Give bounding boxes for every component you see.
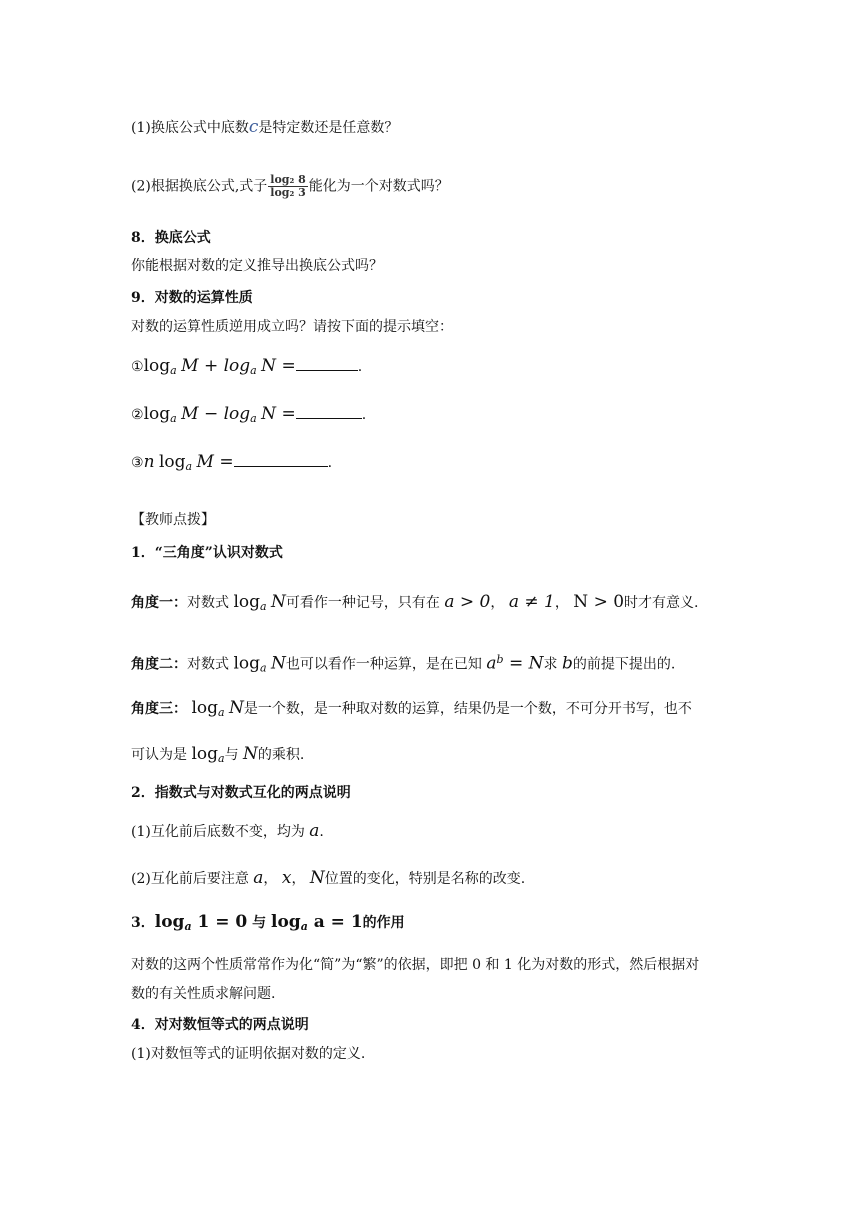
point-3-number: 3． [131, 915, 155, 931]
log-base: a [184, 920, 192, 933]
formula-2-end: N = [261, 404, 296, 424]
angle-1 [131, 592, 699, 617]
teacher-heading: 【教师点拨】 [131, 512, 215, 528]
section-8-body: 你能根据对数的定义推导出换底公式吗？ [131, 258, 383, 274]
angle-2-mid2: 求 [543, 656, 562, 673]
log-base: a [170, 364, 177, 377]
angle-2-tail: 的前提下提出的. [572, 656, 676, 673]
condition-2: a ≠ 1 [508, 592, 555, 612]
log-text: log [143, 356, 171, 376]
log-text: log [233, 653, 261, 674]
log-text: log [158, 452, 186, 472]
question-1-tail: 是特定数还是任意数？ [258, 120, 399, 136]
answer-blank-3[interactable] [234, 453, 328, 467]
log-base: a [250, 412, 257, 425]
point-3-tail: 的作用 [362, 915, 405, 931]
angle-1-text: 对数式 [187, 595, 234, 611]
log-base: a [260, 600, 267, 613]
log-base: a [250, 364, 257, 377]
answer-blank-1[interactable] [296, 357, 358, 371]
var-a: a [253, 868, 264, 888]
condition-1: a > 0 [444, 592, 491, 612]
condition-3: N > 0 [573, 592, 625, 612]
circled-2: ② [131, 407, 144, 423]
log-text: log [191, 744, 219, 764]
point-3-para-1: 对数的这两个性质常常作为化“简”为“繁”的依据，即把 0 和 1 化为对数的形式，然后根据对 [131, 957, 700, 973]
angle-3-continued [131, 744, 304, 769]
point-2-item-2-tail: 位置的变化，特别是名称的改变. [324, 871, 526, 887]
point-4-item-1: (1)对数恒等式的证明依据对数的定义. [131, 1046, 366, 1062]
section-9-title: 9．对数的运算性质 [131, 290, 253, 306]
angle-3-text: 是一个数，是一种取对数的运算，结果仍是一个数，不可分开书写，也不 [243, 701, 692, 717]
var-N: N [271, 653, 286, 674]
log-text: log [271, 912, 301, 932]
angle-2-text: 对数式 [187, 656, 234, 673]
log-base: a [300, 920, 308, 933]
question-2-text: (2)根据换底公式,式子 [131, 178, 268, 195]
point-2-item-2: (2)互化前后要注意 a， x， N位置的变化，特别是名称的改变. [131, 868, 526, 888]
fraction [268, 174, 308, 199]
var-N: N [271, 592, 286, 612]
period: . [319, 824, 324, 840]
fraction-denominator: log₂ 3 [270, 186, 306, 199]
angle-2-label: 角度二： [131, 656, 187, 673]
log-text: log [154, 912, 185, 932]
formula-1-mid: M + log [181, 356, 251, 376]
separator: ， [490, 595, 509, 611]
question-1 [131, 117, 398, 138]
angle-3-cont-tail: 的乘积. [257, 747, 305, 763]
fraction-numerator: log₂ 8 [270, 173, 306, 186]
var-a: a [309, 821, 320, 841]
log-text: log [191, 698, 219, 718]
equals-N: = N [503, 653, 544, 674]
teacher-point-1-title: 1．“三角度”认识对数式 [131, 545, 283, 561]
log-base: a [185, 460, 193, 473]
angle-2-mid: 也可以看作一种运算，是在已知 [285, 656, 487, 673]
log-base: a [170, 412, 177, 425]
question-2 [131, 174, 449, 199]
var-N: N [309, 868, 325, 888]
identity-2: a = 1 [307, 912, 363, 932]
var-N: N [243, 744, 258, 764]
point-3-para-2: 数的有关性质求解问题. [131, 986, 276, 1002]
teacher-point-2-title: 2．指数式与对数式互化的两点说明 [131, 785, 351, 801]
point-2-item-2-text: (2)互化前后要注意 [131, 871, 254, 887]
formula-3 [131, 452, 332, 477]
log-base: a [260, 661, 267, 675]
identity-1: 1 = 0 [191, 912, 248, 932]
log-base: a [218, 752, 225, 765]
var-n: n [143, 452, 155, 472]
formula-2 [131, 404, 366, 429]
angle-3-cont-mid: 与 [224, 747, 244, 763]
formula-1 [131, 356, 362, 381]
var-a: a [486, 653, 497, 674]
formula-1-end: N = [261, 356, 296, 376]
angle-3 [131, 698, 692, 723]
angle-1-mid: 可看作一种记号，只有在 [285, 595, 445, 611]
var-N: N [229, 698, 244, 718]
question-2-tail: 能化为一个对数式吗？ [308, 178, 449, 195]
period: . [361, 407, 367, 423]
angle-2 [131, 650, 675, 679]
section-8-title: 8．换底公式 [131, 230, 211, 246]
circled-1: ① [131, 359, 144, 375]
period: . [327, 455, 333, 471]
point-2-item-1-text: (1)互化前后底数不变，均为 [131, 824, 310, 840]
point-2-item-1 [131, 821, 324, 842]
angle-1-label: 角度一： [131, 595, 187, 611]
teacher-point-3-title [131, 912, 405, 937]
section-9-body: 对数的运算性质逆用成立吗？请按下面的提示填空： [131, 319, 453, 335]
log-text: log [233, 592, 261, 612]
question-1-text: (1)换底公式中底数 [131, 120, 249, 136]
var-b: b [561, 653, 573, 674]
circled-3: ③ [131, 455, 144, 471]
angle-1-tail: 时才有意义. [624, 595, 699, 611]
exponent-b: b [496, 653, 504, 666]
var-c: c [248, 117, 259, 137]
conjunction: 与 [247, 915, 271, 931]
formula-2-mid: M − log [181, 404, 251, 424]
answer-blank-2[interactable] [296, 405, 362, 419]
formula-3-end: M = [196, 452, 234, 472]
log-text: log [143, 404, 171, 424]
angle-3-label: 角度三： [131, 701, 187, 717]
period: . [357, 359, 363, 375]
teacher-point-4-title: 4．对对数恒等式的两点说明 [131, 1017, 309, 1033]
separator: ， [554, 595, 574, 611]
var-x: x [281, 868, 292, 888]
log-base: a [218, 706, 225, 719]
angle-3-cont-text: 可认为是 [131, 747, 192, 763]
